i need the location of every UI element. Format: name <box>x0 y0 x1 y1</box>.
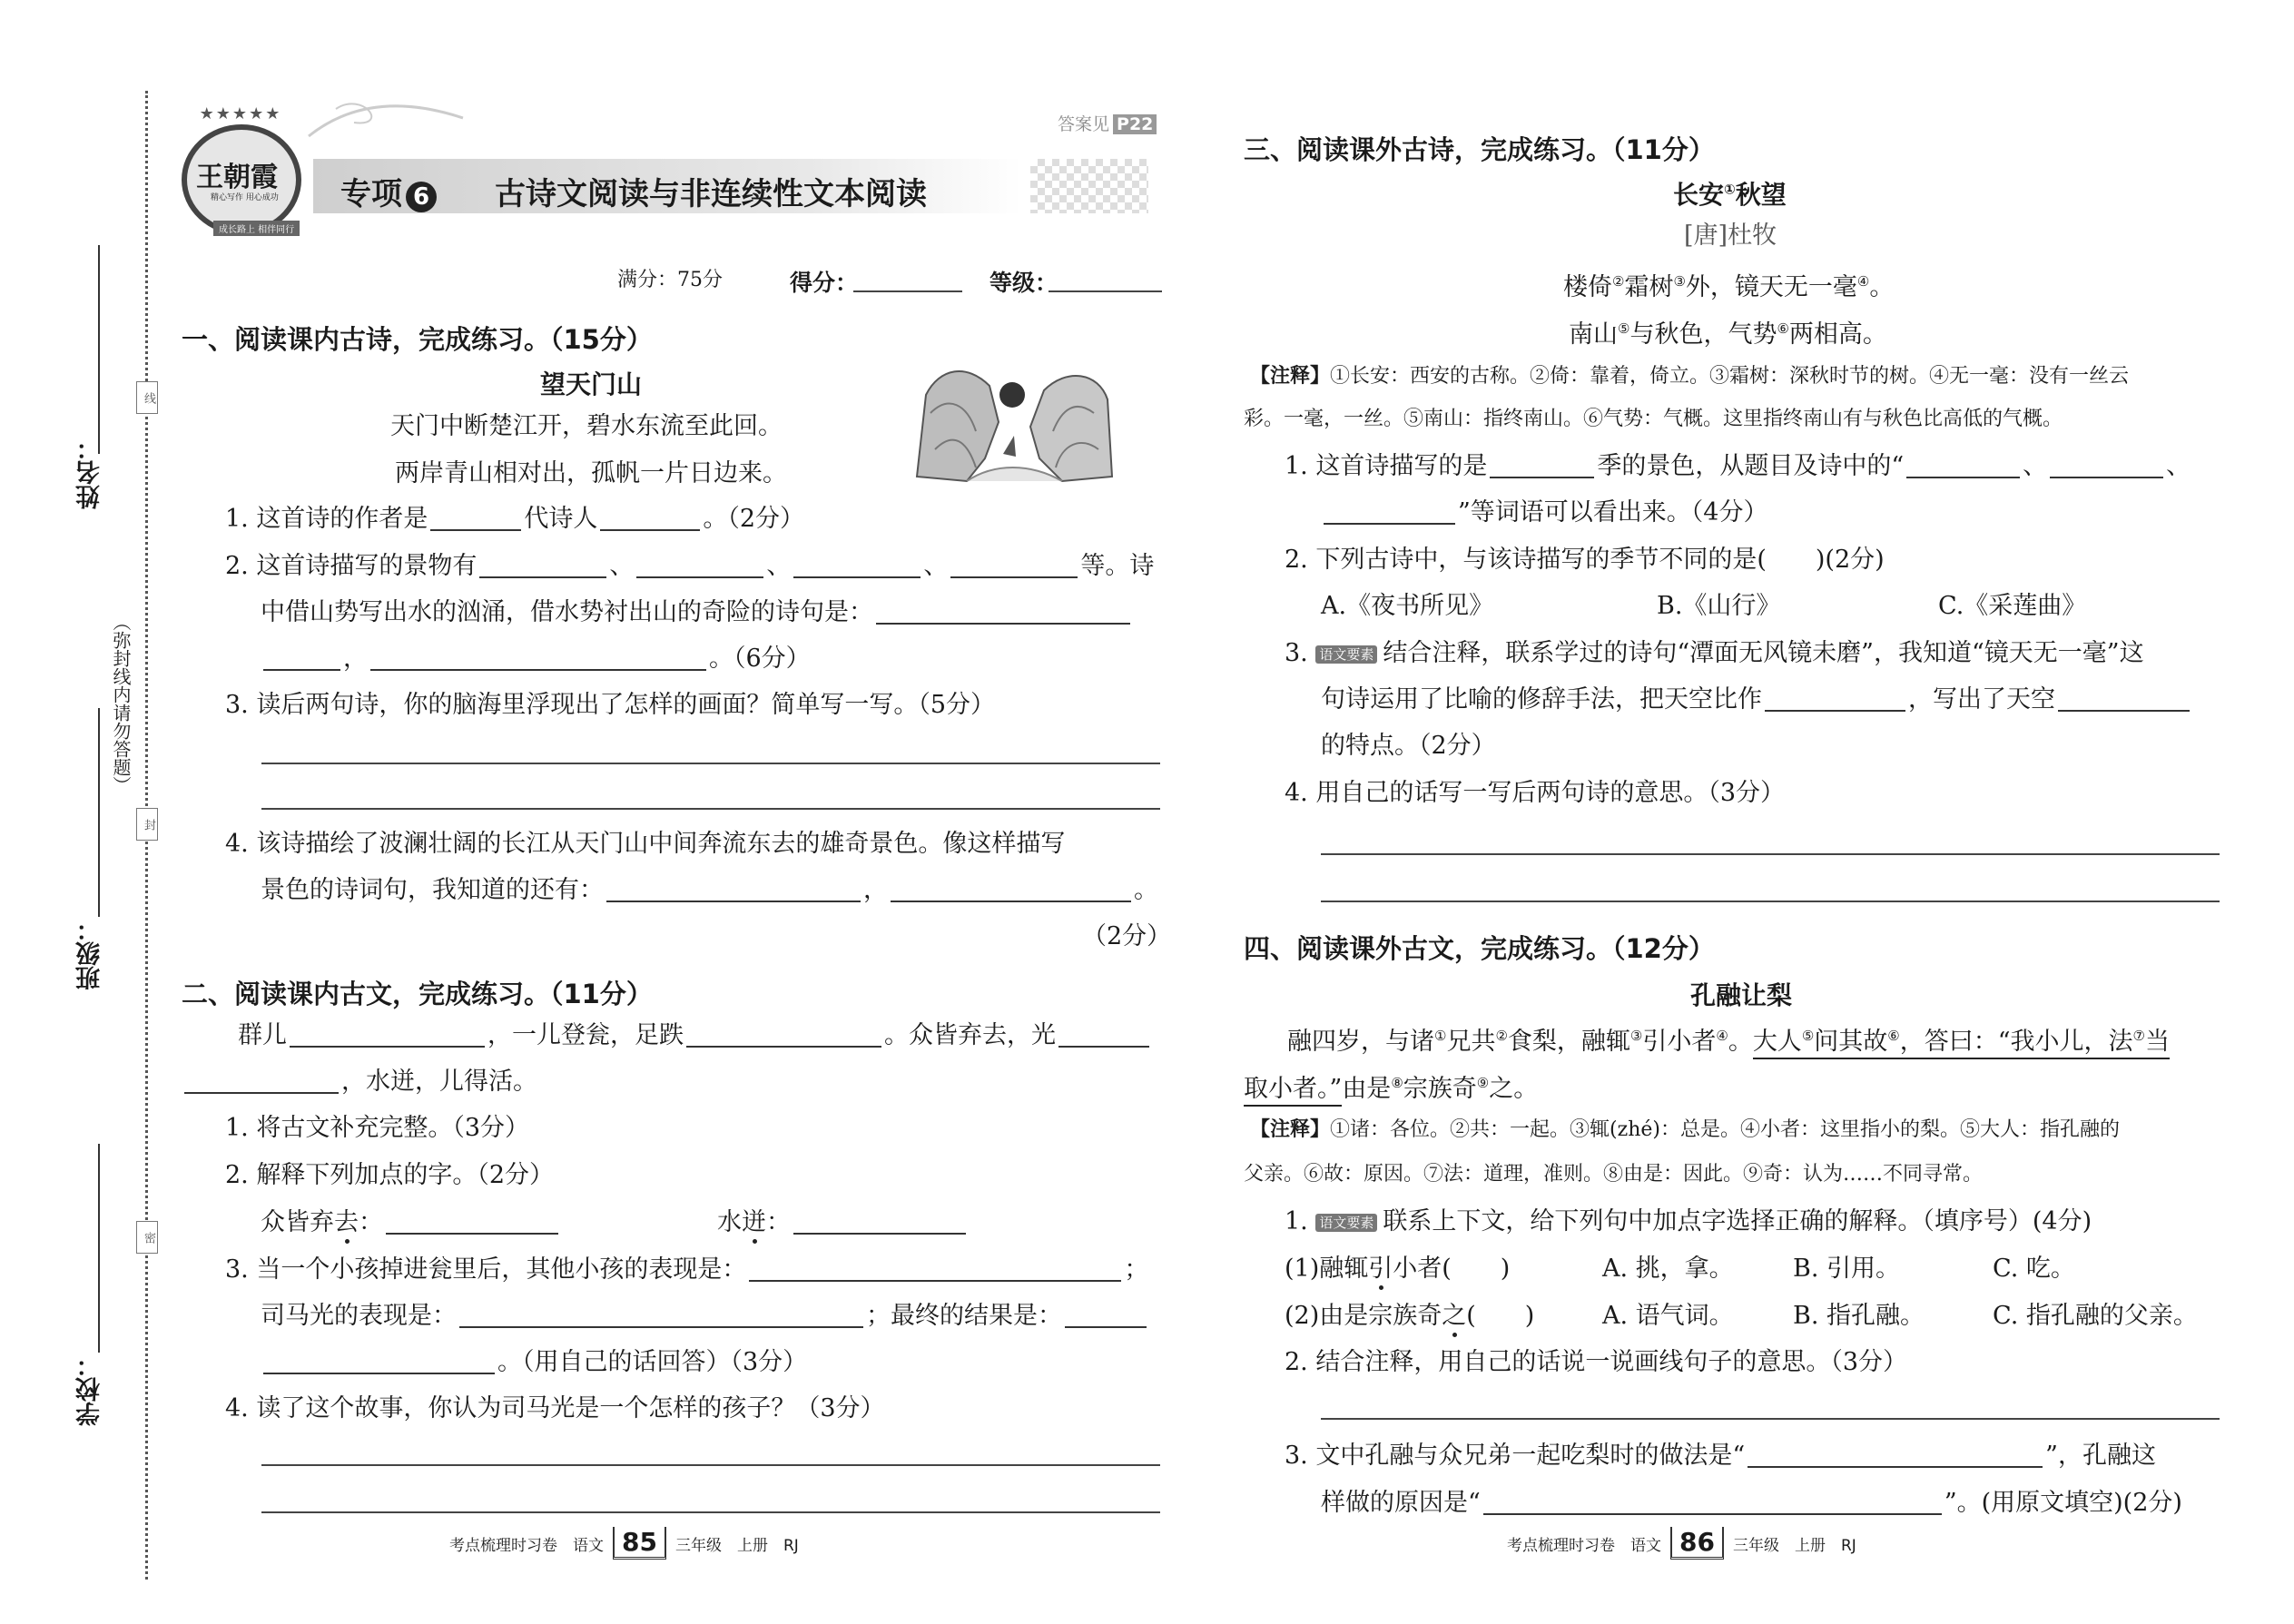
poem3-notes-line2: 彩。一毫，一丝。⑤南山：指终南山。⑥气势：气概。这里指终南山有与秋色比高低的气概。 <box>1244 408 2063 430</box>
poem3-notes-line1: 【注释】①长安：西安的古称。②倚：靠着，倚立。③霜树：深秋时节的树。④无一毫：没有一丝云 <box>1250 365 2130 388</box>
s1-q1: 1. 这首诗的作者是 代诗人 。（2分） <box>225 505 805 533</box>
s3-q2: 2. 下列古诗中，与该诗描写的季节不同的是( )(2分) <box>1285 546 1885 574</box>
s1-q2-line3: ， 。（6分） <box>261 646 811 671</box>
s4-q3-line2: 样做的原因是“ ”。(用原文填空)(2分) <box>1321 1489 2182 1517</box>
s3-q4-answer-line-1[interactable] <box>1321 853 2220 855</box>
full-score: 满分：75分 <box>617 269 723 291</box>
s1-q4-line2: 景色的诗词句，我知道的还有： ， 。 <box>261 876 1158 904</box>
s2-q2-words-2: 水迸： <box>717 1210 969 1235</box>
ribbon-swirl-icon <box>300 91 472 145</box>
topic-label: 专项 6 <box>340 169 437 213</box>
s4-q1-item1-option-a[interactable]: A. 挑，拿。 <box>1602 1255 1734 1283</box>
s3-q1-word-blank-3[interactable] <box>1324 501 1455 525</box>
language-element-tag: 语文要素 <box>1315 645 1377 664</box>
topic-number-badge: 6 <box>406 182 437 212</box>
q2-verse-blank-1[interactable] <box>263 647 340 671</box>
s2-q2-blank-1[interactable] <box>386 1211 558 1235</box>
class-line[interactable] <box>98 708 100 917</box>
s4-q1-item2-option-a[interactable]: A. 语气词。 <box>1602 1302 1734 1330</box>
s2-q1: 1. 将古文补充完整。（3分） <box>225 1114 530 1142</box>
name-label: 姓名： <box>76 436 104 509</box>
s4-q1: 1. 语文要素 联系上下文，给下列句中加点字选择正确的解释。（填序号）(4分) <box>1285 1207 2092 1235</box>
s2-q2: 2. 解释下列加点的字。（2分） <box>225 1161 555 1189</box>
s1-q3-answer-line-2[interactable] <box>261 808 1160 810</box>
q2-scene-blank-4[interactable] <box>950 555 1078 578</box>
seal-tick-seal: 封 <box>136 808 158 841</box>
poem3-title: 长安①秋望 <box>1673 180 1787 210</box>
q2-verse-blank-2[interactable] <box>370 647 706 671</box>
story-line1: 融四岁，与诸①兄共②食梨，融辄③引小者④。大人⑤问其故⑥，答曰：“我小儿，法⑦当 <box>1287 1024 2170 1054</box>
poem3-author: [唐]杜牧 <box>1684 221 1777 250</box>
section1-heading: 一、阅读课内古诗，完成练习。（15分） <box>182 324 653 355</box>
section2-heading: 二、阅读课内古文，完成练习。（11分） <box>182 979 653 1009</box>
language-element-tag-2: 语文要素 <box>1315 1214 1377 1232</box>
s3-q3-line2: 句诗运用了比喻的修辞手法，把天空比作 ，写出了天空 <box>1321 687 2192 712</box>
name-line[interactable] <box>98 245 100 454</box>
s1-q4-line1: 4. 该诗描绘了波澜壮阔的长江从天门山中间奔流东去的雄奇景色。像这样描写 <box>225 830 1066 858</box>
s3-q1-word-blank-2[interactable] <box>2050 455 2163 478</box>
logo-badge <box>172 104 309 235</box>
s3-q1-line2: ”等词语可以看出来。（4分） <box>1321 500 1767 525</box>
q2-scene-blank-1[interactable] <box>479 555 606 578</box>
grade-field[interactable] <box>1049 290 1162 292</box>
s2-q3-blank-3[interactable] <box>1065 1304 1147 1328</box>
score-label: 得分： <box>790 270 859 296</box>
s2-text-line1: 群儿 ，一儿登瓮，足跌 。众皆弃去，光 <box>238 1023 1152 1048</box>
s2-q3-blank-4[interactable] <box>263 1351 495 1374</box>
underlined-sentence-part1: 大人⑤问其故⑥，答曰：“我小儿，法⑦当 <box>1753 1028 2170 1059</box>
mountain-illustration <box>912 359 1117 486</box>
s3-q4-answer-line-2[interactable] <box>1321 901 2220 902</box>
poem3-line1: 楼倚②霜树③外，镜天无一毫④。 <box>1563 273 1895 301</box>
story-title: 孔融让梨 <box>1690 980 1793 1010</box>
logo-subtext: 精心写作 用心成功 <box>211 193 279 202</box>
s2-fill-blank-4[interactable] <box>184 1070 339 1094</box>
q4-verse-blank-1[interactable] <box>606 879 861 902</box>
s2-q4-answer-line-2[interactable] <box>261 1511 1160 1513</box>
s2-fill-blank-1[interactable] <box>290 1024 485 1048</box>
q2-scene-blank-2[interactable] <box>636 555 763 578</box>
s2-q3-line2: 司马光的表现是： ；最终的结果是： <box>261 1304 1149 1328</box>
s1-q3: 3. 读后两句诗，你的脑海里浮现出了怎样的画面？简单写一写。（5分） <box>225 691 996 719</box>
score-field[interactable] <box>853 290 962 292</box>
s3-q4: 4. 用自己的话写一写后两句诗的意思。（3分） <box>1285 779 1786 807</box>
s2-q3-blank-1[interactable] <box>749 1258 1121 1282</box>
underlined-sentence-part2: 取小者。” <box>1244 1075 1342 1107</box>
s4-q3-line1: 3. 文中孔融与众兄弟一起吃梨时的做法是“ ”，孔融这 <box>1285 1442 2156 1470</box>
s1-q2-line2: 中借山势写出水的汹涌，借水势衬出山的奇险的诗句是： <box>261 600 1133 625</box>
story-notes-line1: 【注释】①诸：各位。②共：一起。③辄(zhé)：总是。④小者：这里指小的梨。⑤大人：指孔融的 <box>1250 1118 2120 1141</box>
s3-q2-option-a[interactable]: A.《夜书所见》 <box>1321 592 1494 620</box>
poem1-line2: 两岸青山相对出，孤帆一片日边来。 <box>395 459 787 487</box>
q4-verse-blank-2[interactable] <box>891 879 1131 902</box>
school-label: 学校： <box>76 1353 104 1426</box>
checker-pattern <box>1030 159 1148 213</box>
s4-q1-item2-option-b[interactable]: B. 指孔融。 <box>1793 1302 1925 1330</box>
s4-q2-answer-line[interactable] <box>1321 1418 2220 1420</box>
s4-q1-item1-option-b[interactable]: B. 引用。 <box>1793 1255 1901 1283</box>
footer-right: 考点梳理时习卷 语文 86 三年级 上册 RJ <box>1507 1527 1856 1560</box>
s2-q3-line1: 3. 当一个小孩掉进瓮里后，其他小孩的表现是： ； <box>225 1255 1149 1284</box>
seal-tick-line: 线 <box>136 381 158 414</box>
s2-q3-line3: 。（用自己的话回答）（3分） <box>261 1350 807 1374</box>
s2-text-line2: ，水迸，儿得活。 <box>182 1069 537 1094</box>
s4-q1-item1: (1)融辄引小者( ) <box>1285 1255 1511 1283</box>
s3-q3-blank-1[interactable] <box>1765 688 1905 712</box>
seal-warning: （弥封线内请勿答题） <box>110 613 132 794</box>
class-label: 班级： <box>76 917 104 990</box>
s3-q1-season-blank[interactable] <box>1490 455 1594 478</box>
q2-scene-blank-3[interactable] <box>793 555 921 578</box>
s4-q2: 2. 结合注释，用自己的话说一说画线句子的意思。（3分） <box>1285 1348 1908 1376</box>
s3-q1-word-blank-1[interactable] <box>1906 455 2020 478</box>
seal-tick-secret: 密 <box>136 1221 158 1254</box>
s3-q1-line1: 1. 这首诗描写的是 季的景色，从题目及诗中的“ 、 、 <box>1285 452 2191 480</box>
grade-label: 等级： <box>989 270 1058 296</box>
s4-q1-item2-option-c[interactable]: C. 指孔融的父亲。 <box>1993 1302 2198 1330</box>
logo-text: 王朝霞 <box>196 162 278 193</box>
q2-line-blank[interactable] <box>876 601 1130 625</box>
story-notes-line2: 父亲。⑥故：原因。⑦法：道理，准则。⑧由是：因此。⑨奇：认为……不同寻常。 <box>1244 1163 1984 1186</box>
poem1-line1: 天门中断楚江开，碧水东流至此回。 <box>390 412 783 440</box>
s1-q4-score: （2分） <box>1082 922 1172 950</box>
q1-poet-blank[interactable] <box>600 507 700 531</box>
page-title: 古诗文阅读与非连续性文本阅读 <box>495 176 927 212</box>
story-line2: 取小者。”由是⑧宗族奇⑨之。 <box>1244 1071 1538 1101</box>
s2-q4: 4. 读了这个故事，你认为司马光是一个怎样的孩子？（3分） <box>225 1394 885 1422</box>
section3-heading: 三、阅读课外古诗，完成练习。（11分） <box>1244 134 1715 165</box>
s4-q1-item1-option-c[interactable]: C. 吃。 <box>1993 1255 2075 1283</box>
s4-q3-blank-2[interactable] <box>1483 1491 1942 1515</box>
s3-q2-option-b[interactable]: B.《山行》 <box>1657 592 1781 620</box>
page-number-86: 86 <box>1670 1527 1724 1560</box>
s1-q3-answer-line-1[interactable] <box>261 763 1160 764</box>
logo-stars: ★★★★★ <box>199 104 282 123</box>
s1-q2: 2. 这首诗描写的景物有 、 、 、 等。诗 <box>225 552 1155 580</box>
s2-q4-answer-line-1[interactable] <box>261 1464 1160 1466</box>
s2-q2-words: 众皆弃去： <box>261 1210 561 1235</box>
footer-left: 考点梳理时习卷 语文 85 三年级 上册 RJ <box>449 1527 799 1560</box>
s2-q3-blank-2[interactable] <box>459 1304 863 1328</box>
s2-q2-blank-2[interactable] <box>793 1211 966 1235</box>
s3-q3-line1: 3. 语文要素 结合注释，联系学过的诗句“潭面无风镜未磨”，我知道“镜天无一毫”这 <box>1285 639 2144 667</box>
s3-q3-blank-2[interactable] <box>2058 688 2190 712</box>
poem3-line2: 南山⑤与秋色，气势⑥两相高。 <box>1569 320 1887 349</box>
s4-q1-item2: (2)由是宗族奇之( ) <box>1285 1302 1535 1330</box>
page-number-85: 85 <box>613 1527 666 1560</box>
section4-heading: 四、阅读课外古文，完成练习。（12分） <box>1244 933 1715 964</box>
s2-fill-blank-3[interactable] <box>1058 1024 1149 1048</box>
s3-q2-option-c[interactable]: C.《采莲曲》 <box>1938 592 2087 620</box>
answer-reference: 答案见 P22 <box>1058 111 1157 135</box>
s2-fill-blank-2[interactable] <box>686 1024 881 1048</box>
school-line[interactable] <box>98 1144 100 1353</box>
logo-ribbon: 成长路上 相伴同行 <box>213 221 300 236</box>
s3-q3-line3: 的特点。（2分） <box>1321 732 1496 760</box>
poem1-title: 望天门山 <box>540 369 643 399</box>
s4-q3-blank-1[interactable] <box>1748 1444 2043 1468</box>
q1-author-blank[interactable] <box>430 507 521 531</box>
